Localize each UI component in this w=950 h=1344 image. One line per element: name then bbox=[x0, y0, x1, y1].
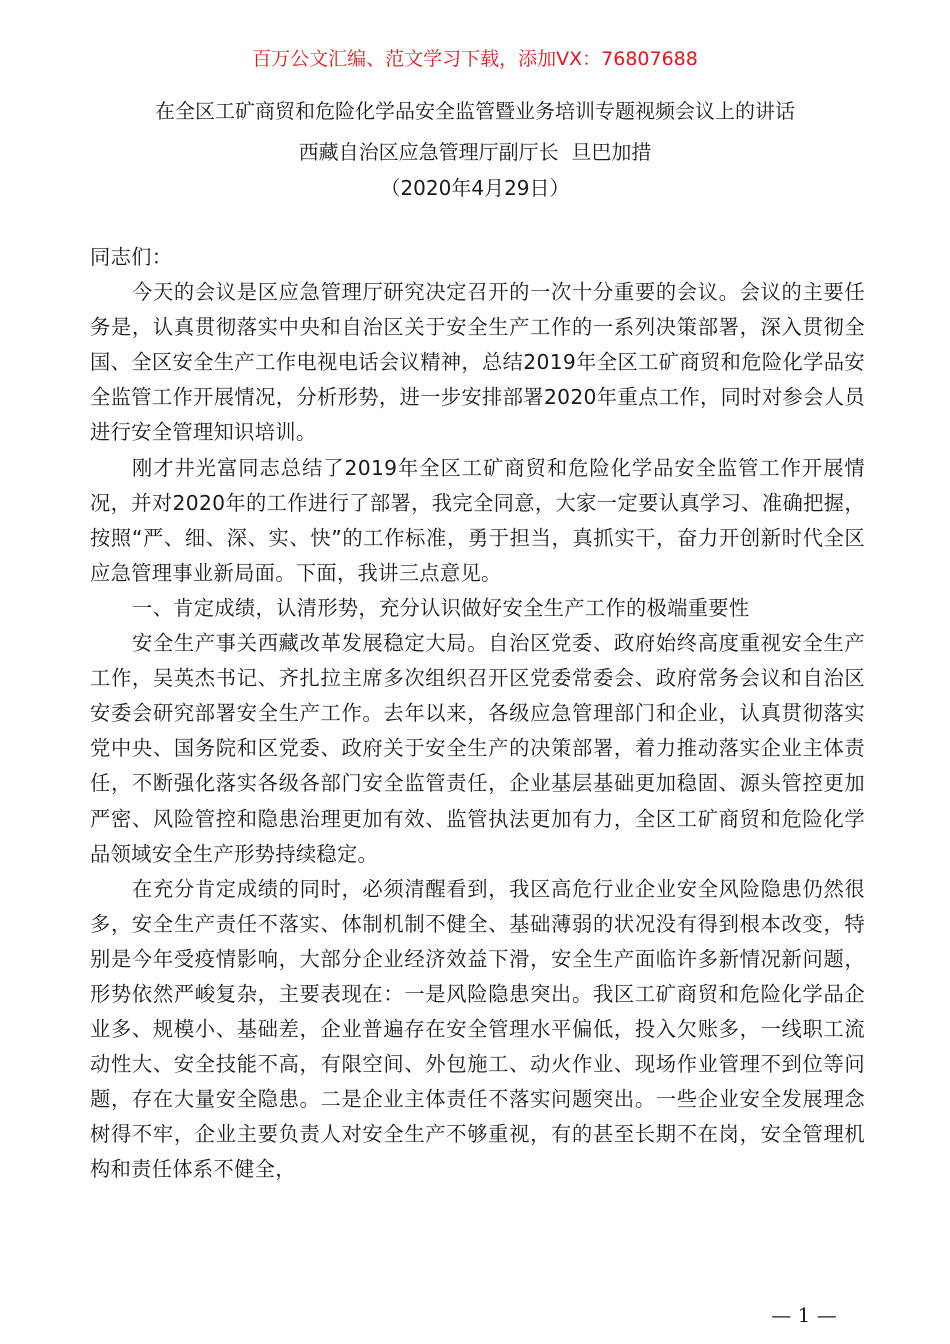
salutation: 同志们： bbox=[90, 245, 173, 269]
paragraph: 今天的会议是区应急管理厅研究决定召开的一次十分重要的会议。会议的主要任务是，认真贯彻落实中央和自治区关于安全生产工作的一系列决策部署，深入贯彻全国、全区安全生产工作电视电话会议精神，总结2019年全区工矿商贸和危险化学品安全监管工作开展情况，分析形势，进一步安排部署2020年重点工作，同时对参会人员进行安全管理知识培训。 bbox=[90, 280, 865, 445]
speaker-line: 西藏自治区应急管理厅副厅长 旦巴加措 bbox=[298, 140, 652, 164]
promo-banner: 百万公文汇编、范文学习下载，添加VX：76807688 bbox=[252, 48, 698, 70]
section-heading: 一、肯定成绩，认清形势，充分认识做好安全生产工作的极端重要性 bbox=[132, 595, 750, 620]
paragraph: 在充分肯定成绩的同时，必须清醒看到，我区高危行业企业安全风险隐患仍然很多，安全生产责任不落实、体制机制不健全、基础薄弱的状况没有得到根本改变，特别是今年受疫情影响，大部分企业经济效益下滑，安全生产面临许多新情况新问题，形势依然严峻复杂，主要表现在：一是风险隐患突出。我区工矿商贸和危险化学品企业多、规模小、基础差，企业普遍存在安全管理水平偏低，投入欠账多，一线职工流动性大、安全技能不高，有限空间、外包施工、动火作业、现场作业管理不到位等问题，存在大量安全隐患。二是企业主体责任不落实问题突出。一些企业安全发展理念树得不牢，企业主要负责人对安全生产不够重视，有的甚至长期不在岗，安全管理机构和责任体系不健全， bbox=[90, 876, 865, 1182]
speech-title: 在全区工矿商贸和危险化学品安全监管暨业务培训专题视频会议上的讲话 bbox=[155, 99, 795, 123]
speech-date: （2020年4月29日） bbox=[380, 176, 570, 200]
paragraph: 刚才井光富同志总结了2019年全区工矿商贸和危险化学品安全监管工作开展情况，并对2020年的工作进行了部署，我完全同意，大家一定要认真学习、准确把握，按照“严、细、深、实、快”的工作标准，勇于担当，真抓实干，奋力开创新时代全区应急管理事业新局面。下面，我讲三点意见。 bbox=[90, 455, 865, 585]
paragraph: 安全生产事关西藏改革发展稳定大局。自治区党委、政府始终高度重视安全生产工作，吴英杰书记、齐扎拉主席多次组织召开区党委常委会、政府常务会议和自治区安委会研究部署安全生产工作。去年以来，各级应急管理部门和企业，认真贯彻落实党中央、国务院和区党委、政府关于安全生产的决策部署，着力推动落实企业主体责任，不断强化落实各级各部门安全监管责任，企业基层基础更加稳固、源头管控更加严密、风险管控和隐患治理更加有效、监管执法更加有力，全区工矿商贸和危险化学品领域安全生产形势持续稳定。 bbox=[90, 631, 865, 866]
speech-body bbox=[90, 240, 865, 1188]
page-number: — 1 — bbox=[771, 1303, 837, 1327]
